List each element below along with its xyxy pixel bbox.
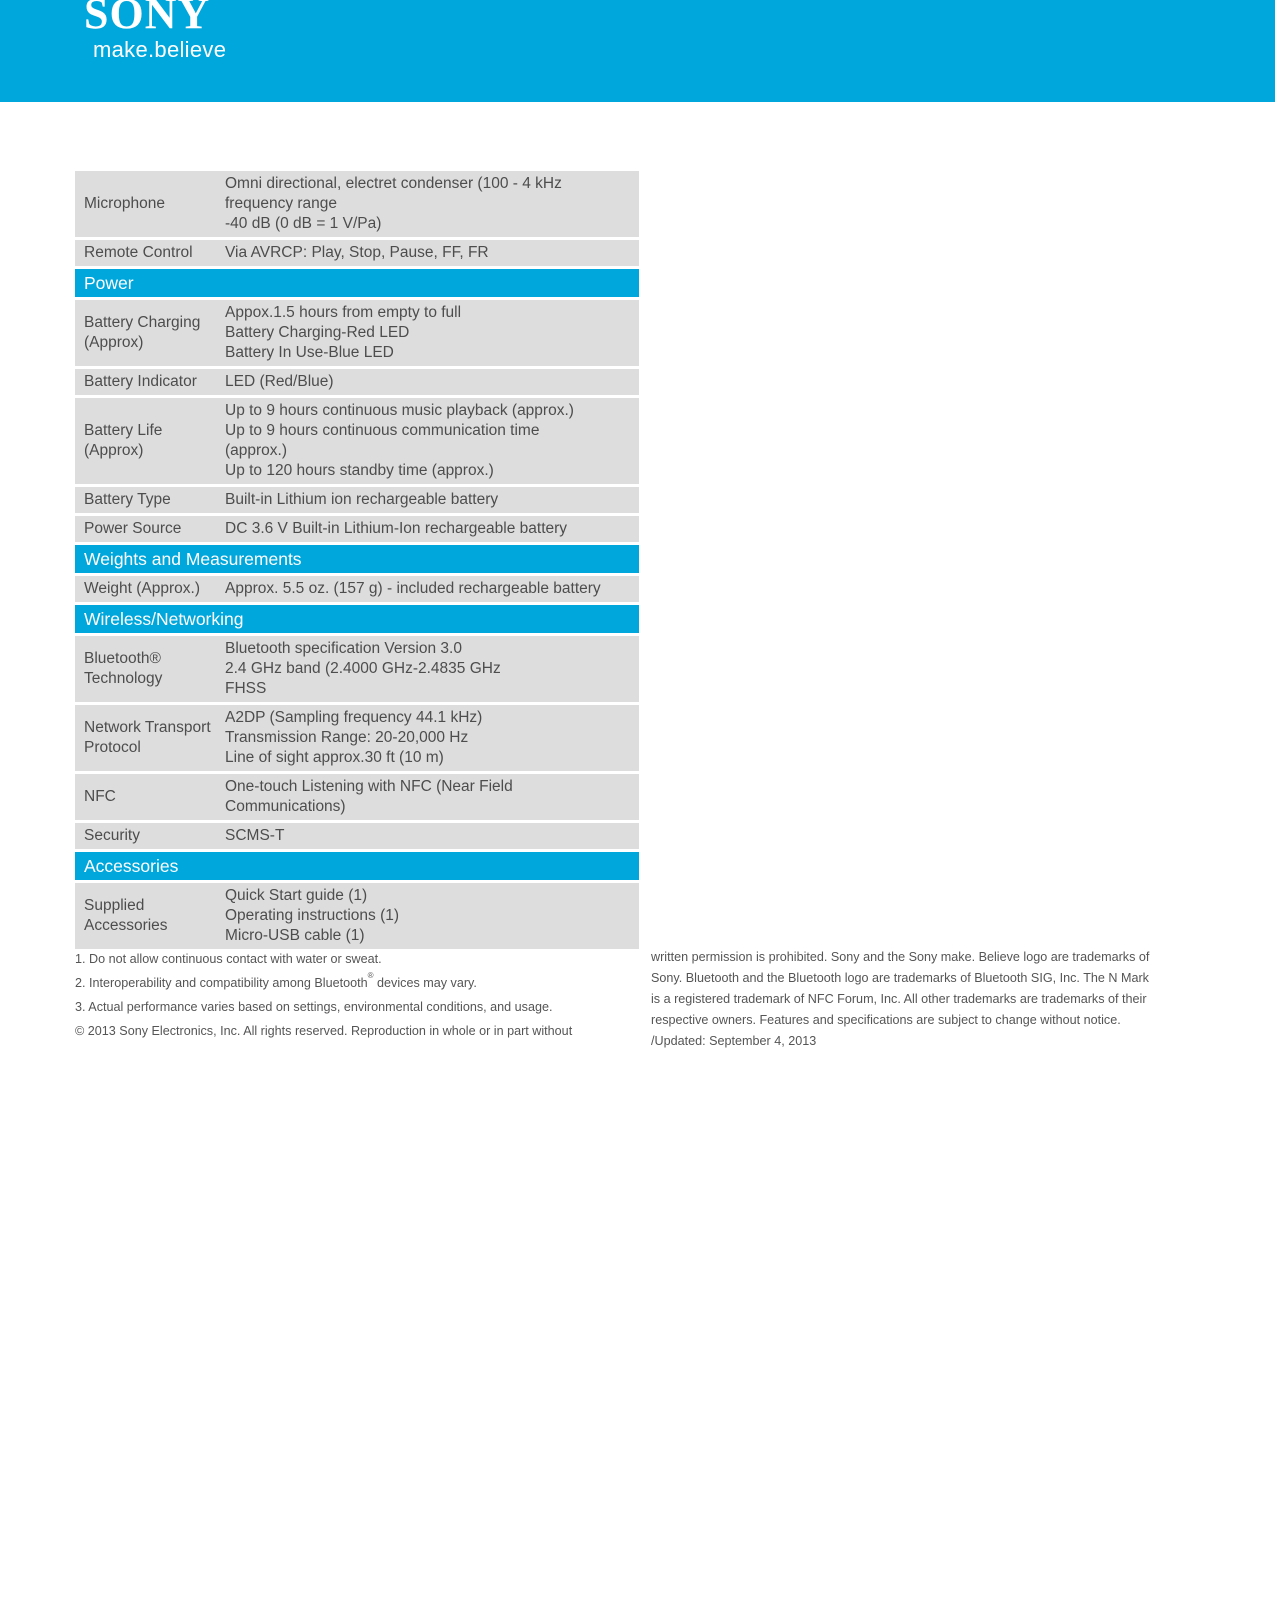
section-header-accessories: Accessories <box>75 852 639 880</box>
spec-label: Supplied Accessories <box>84 897 168 934</box>
spec-value-line: SCMS-T <box>225 827 285 844</box>
spec-value-line: -40 dB (0 dB = 1 V/Pa) <box>225 215 382 232</box>
spec-value-line: Quick Start guide (1) <box>225 887 368 904</box>
spec-row-bluetooth <box>75 636 639 702</box>
spec-row-nfc <box>75 774 639 820</box>
spec-row-battery-life <box>75 398 639 484</box>
spec-value-line: Battery Charging-Red LED <box>225 324 410 341</box>
sony-logo: SONY <box>84 0 211 38</box>
spec-value-line: 2.4 GHz band (2.4000 GHz-2.4835 GHz <box>225 660 501 677</box>
spec-value-line: Bluetooth specification Version 3.0 <box>225 640 462 657</box>
spec-value-line: A2DP (Sampling frequency 44.1 kHz) <box>225 709 483 726</box>
footnotes-left <box>75 947 635 1043</box>
spec-label: Network Transport Protocol <box>84 719 211 756</box>
spec-value-line: frequency range <box>225 195 338 212</box>
spec-label: NFC <box>84 788 116 805</box>
spec-value-line: (approx.) <box>225 442 288 459</box>
copyright-text: © 2013 Sony Electronics, Inc. All rights reserved. Reproduction in whole or in part without <box>75 1024 573 1038</box>
brand-header <box>0 0 1275 102</box>
spec-row-remote-control <box>75 240 639 266</box>
brand-tagline: make.believe <box>93 37 227 62</box>
spec-label: Battery Charging (Approx) <box>84 314 201 351</box>
spec-value <box>225 705 639 771</box>
spec-row-microphone <box>75 171 639 237</box>
spec-value-line: DC 3.6 V Built-in Lithium-Ion rechargeable battery <box>225 520 568 537</box>
spec-value <box>225 516 639 542</box>
legal-line: Sony. Bluetooth and the Bluetooth logo are trademarks of Bluetooth SIG, Inc. The N Mark <box>651 971 1149 985</box>
spec-value <box>225 171 639 237</box>
spec-value-line: FHSS <box>225 680 267 697</box>
spec-value-line: LED (Red/Blue) <box>225 373 334 390</box>
spec-value <box>225 300 639 366</box>
spec-value-line: Omni directional, electret condenser (100 - 4 kHz <box>225 175 562 192</box>
spec-value-line: Up to 9 hours continuous communication time <box>225 422 540 439</box>
spec-row-battery-indicator <box>75 369 639 395</box>
spec-value <box>225 636 639 702</box>
spec-row-battery-charging <box>75 300 639 366</box>
spec-label: Security <box>84 827 140 844</box>
spec-label: Battery Indicator <box>84 373 197 390</box>
spec-value <box>225 240 639 266</box>
spec-value-line: Up to 9 hours continuous music playback (approx.) <box>225 402 574 419</box>
legal-line: written permission is prohibited. Sony and the Sony make. Believe logo are trademarks of <box>651 950 1150 964</box>
footnote-3: 3. Actual performance varies based on settings, environmental conditions, and usage. <box>75 1000 553 1014</box>
footnotes-right <box>651 947 1201 1052</box>
spec-row-security <box>75 823 639 849</box>
spec-label: Weight (Approx.) <box>84 580 201 597</box>
spec-row-network-transport <box>75 705 639 771</box>
spec-value-line: Up to 120 hours standby time (approx.) <box>225 462 494 479</box>
legal-line: respective owners. Features and specifications are subject to change without notice. <box>651 1013 1121 1027</box>
spec-value-line: Transmission Range: 20-20,000 Hz <box>225 729 469 746</box>
spec-value-line: Line of sight approx.30 ft (10 m) <box>225 749 444 766</box>
spec-value <box>225 398 639 484</box>
spec-value-line: Built-in Lithium ion rechargeable battery <box>225 491 499 508</box>
spec-row-weight <box>75 576 639 602</box>
spec-value <box>225 487 639 513</box>
footnote-2-text-end: devices may vary. <box>373 976 477 990</box>
spec-value-line: Communications) <box>225 798 346 815</box>
section-header-weights: Weights and Measurements <box>75 545 639 573</box>
footnote-2 <box>75 971 635 995</box>
spec-label: Bluetooth® Technology <box>84 650 163 687</box>
spec-label: Microphone <box>84 195 165 212</box>
spec-value-line: Micro-USB cable (1) <box>225 927 365 944</box>
spec-value <box>225 576 639 602</box>
legal-line: is a registered trademark of NFC Forum, Inc. All other trademarks are trademarks of their <box>651 992 1147 1006</box>
spec-value-line: Approx. 5.5 oz. (157 g) - included rechargeable battery <box>225 580 601 597</box>
spec-value <box>225 774 639 820</box>
spec-value-line: Via AVRCP: Play, Stop, Pause, FF, FR <box>225 244 489 261</box>
spec-table <box>75 171 639 952</box>
spec-label: Remote Control <box>84 244 193 261</box>
spec-row-power-source <box>75 516 639 542</box>
spec-label: Power Source <box>84 520 182 537</box>
spec-row-battery-type <box>75 487 639 513</box>
spec-value-line: Operating instructions (1) <box>225 907 400 924</box>
registered-mark: ® <box>367 971 374 980</box>
spec-label: Battery Type <box>84 491 171 508</box>
updated-date: /Updated: September 4, 2013 <box>651 1034 817 1048</box>
spec-value <box>225 823 639 849</box>
spec-value <box>225 369 639 395</box>
section-header-wireless: Wireless/Networking <box>75 605 639 633</box>
spec-label: Battery Life (Approx) <box>84 422 163 459</box>
spec-value <box>225 883 639 949</box>
spec-value-line: Battery In Use-Blue LED <box>225 344 394 361</box>
footnote-2-text: 2. Interoperability and compatibility among Bluetooth <box>75 976 368 990</box>
spec-value-line: One-touch Listening with NFC (Near Field <box>225 778 513 795</box>
spec-value-line: Appox.1.5 hours from empty to full <box>225 304 462 321</box>
spec-row-supplied-accessories <box>75 883 639 949</box>
section-header-power: Power <box>75 269 639 297</box>
footnote-1: 1. Do not allow continuous contact with water or sweat. <box>75 952 382 966</box>
